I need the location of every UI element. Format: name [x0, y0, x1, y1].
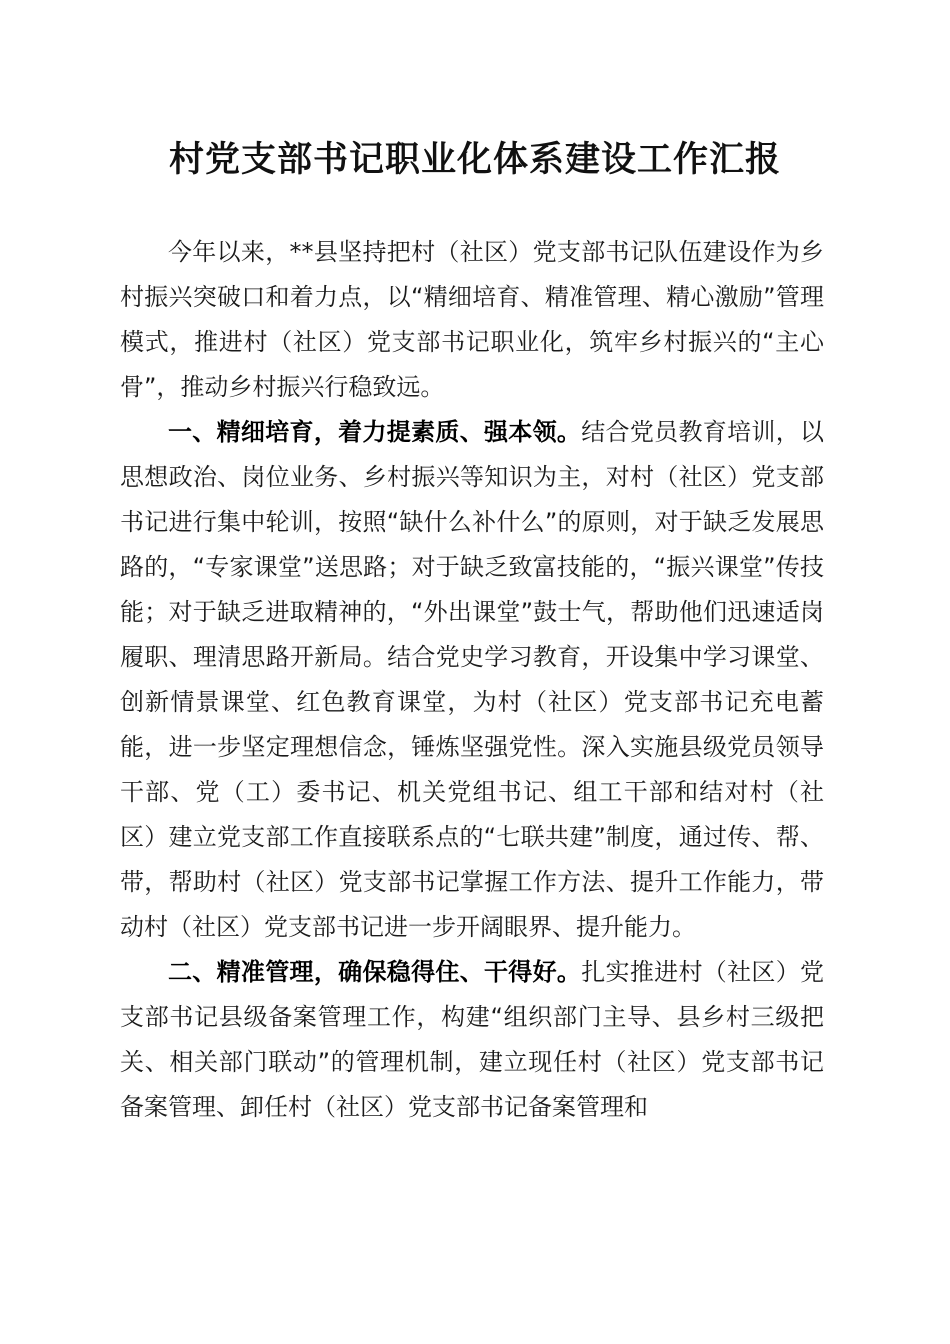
- section-two-text: 扎实推进村（社区）党支部书记县级备案管理工作，构建“组织部门主导、县乡村三级把关、相关部门联动”的管理机制，建立现任村（社区）党支部书记备案管理、卸任村（社区）党支部书记备案管理和: [120, 958, 825, 1121]
- section-two-paragraph: [120, 950, 824, 1130]
- section-one-paragraph: [120, 410, 824, 950]
- section-one-text: 结合党员教育培训，以思想政治、岗位业务、乡村振兴等知识为主，对村（社区）党支部书记进行集中轮训，按照“缺什么补什么”的原则，对于缺乏发展思路的，“专家课堂”送思路；对于缺乏致富技能的，“振兴课堂”传技能；对于缺乏进取精神的，“外出课堂”鼓士气，帮助他们迅速适岗履职、理清思路开新局。结合党史学习教育，开设集中学习课堂、创新情景课堂、红色教育课堂，为村（社区）党支部书记充电蓄能，进一步坚定理想信念，锤炼坚强党性。深入实施县级党员领导干部、党（工）委书记、机关党组书记、组工干部和结对村（社区）建立党支部工作直接联系点的“七联共建”制度，通过传、帮、带，帮助村（社区）党支部书记掌握工作方法、提升工作能力，带动村（社区）党支部书记进一步开阔眼界、提升能力。: [120, 418, 825, 941]
- intro-text: 今年以来，**县坚持把村（社区）党支部书记队伍建设作为乡村振兴突破口和着力点，以“精细培育、精准管理、精心激励”管理模式，推进村（社区）党支部书记职业化，筑牢乡村振兴的“主心骨”，推动乡村振兴行稳致远。: [120, 238, 824, 401]
- section-two-heading: 二、精准管理，确保稳得住、干得好。: [168, 958, 582, 986]
- document-body: [120, 230, 824, 1130]
- section-one-heading: 一、精细培育，着力提素质、强本领。: [168, 418, 582, 446]
- document-title: 村党支部书记职业化体系建设工作汇报: [168, 139, 781, 180]
- intro-paragraph: [120, 230, 824, 410]
